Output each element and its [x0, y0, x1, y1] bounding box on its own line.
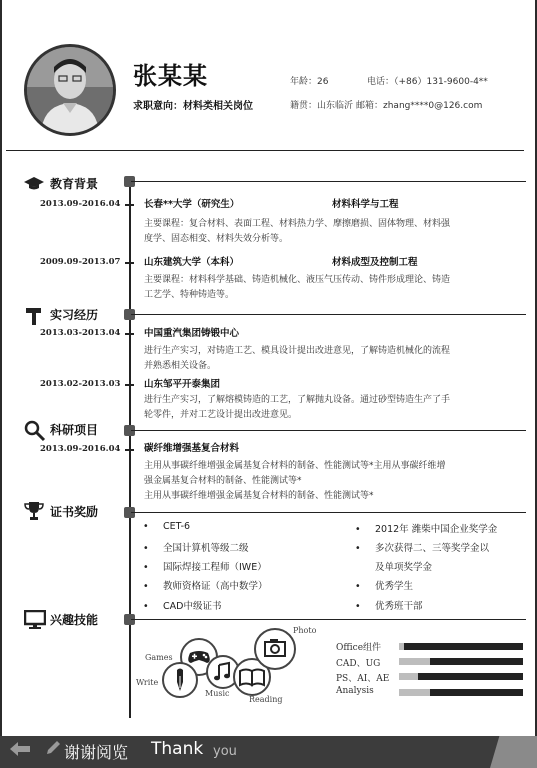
research-desc-a: 主用从事碳纤维增强金属基复合材料的制备、性能测试等*主用从事碳纤维增	[144, 461, 446, 471]
research-date: 2013.09-2016.04	[40, 444, 121, 454]
skill-label-1: Office组件	[336, 643, 382, 653]
section-title-education: 教育背景	[50, 177, 99, 191]
section-line	[131, 314, 526, 315]
skill-bar-1	[399, 643, 523, 650]
label-music: Music	[205, 689, 230, 698]
section-line	[131, 619, 526, 620]
award-right-2: • 多次获得二、三等奖学金以	[355, 543, 490, 554]
section-line	[131, 512, 526, 513]
back-arrow-icon[interactable]	[9, 741, 31, 761]
award-left-2: • 全国计算机等级二级	[143, 543, 249, 554]
photo-circle	[254, 628, 296, 670]
intern-desc-1a: 进行生产实习，对铸造工艺、模具设计提出改进意见，了解铸造机械化的流程	[144, 346, 451, 356]
edu-desc-1a: 主要课程：复合材料、表面工程、材料热力学、摩擦磨损、固体物理、材料强	[144, 219, 451, 229]
award-right-4: • 优秀学生	[355, 581, 414, 592]
write-circle	[162, 662, 198, 698]
award-left-3: • 国际焊接工程师（IWE）	[143, 562, 267, 573]
skill-label-3: PS、AI、AE	[336, 674, 390, 684]
edu-desc-1b: 度学、固态相变、材料失效分析等。	[144, 234, 289, 244]
timeline-cross	[125, 380, 134, 389]
skill-label-4: Analysis	[336, 686, 374, 696]
section-line	[131, 430, 526, 431]
edu-date-1: 2013.09-2016.04	[40, 199, 121, 209]
pen-icon	[164, 664, 196, 696]
research-desc-b: 强金属基复合材料的制备、性能测试等*	[144, 476, 302, 486]
skill-bar-3	[399, 673, 523, 680]
monitor-icon	[24, 610, 44, 628]
intern-company-1: 中国重汽集团铸锻中心	[144, 328, 240, 339]
pencil-icon	[45, 740, 61, 760]
trophy-icon	[24, 501, 44, 519]
award-left-1: • CET-6	[143, 521, 191, 532]
skill-bar-4	[399, 689, 523, 696]
intern-desc-2b: 轮零件，并对工艺设计提出改进意见。	[144, 410, 298, 420]
award-left-4: • 教师资格证（高中数学）	[143, 581, 268, 592]
avatar	[24, 44, 116, 136]
camera-icon	[256, 630, 294, 668]
edu-school-2: 山东建筑大学（本科）	[144, 257, 240, 268]
thanks-cn: 谢谢阅览	[64, 743, 129, 762]
section-title-research: 科研项目	[50, 423, 99, 437]
hammer-icon	[24, 307, 44, 325]
section-title-awards: 证书奖励	[50, 505, 99, 519]
skill-bar-2	[399, 658, 523, 665]
edu-school-1: 长春**大学（研究生）	[144, 199, 240, 210]
label-games: Games	[145, 653, 173, 662]
timeline-cross	[125, 329, 134, 338]
email: 邮箱：zhang****0@126.com	[356, 101, 483, 111]
timeline-cross	[125, 445, 134, 454]
edu-major-2: 材料成型及控制工程	[332, 257, 418, 268]
header-divider	[6, 150, 524, 151]
left-border	[0, 0, 2, 736]
edu-desc-2a: 主要课程：材料科学基础、铸造机械化、液压气压传动、铸件形成理论、铸造	[144, 275, 451, 285]
section-line	[131, 181, 526, 182]
timeline-cross	[125, 258, 134, 267]
section-title-internship: 实习经历	[50, 308, 99, 322]
thanks-en: Thank	[151, 739, 204, 759]
phone: 电话：（+86）131-9600-4**	[367, 77, 488, 87]
thanks-you: you	[213, 744, 237, 759]
research-title: 碳纤维增强基复合材料	[144, 443, 240, 454]
skill-label-2: CAD、UG	[336, 659, 381, 669]
intern-desc-2a: 进行生产实习，了解熔模铸造的工艺，了解抛丸设备。通过砂型铸造生产了手	[144, 395, 451, 405]
skill-bar-level	[430, 658, 523, 665]
award-right-1: • 2012年 潍柴中国企业奖学金	[355, 524, 498, 535]
graduation-cap-icon	[24, 176, 44, 194]
origin: 籍贯：山东临沂	[290, 101, 354, 111]
section-title-hobbies: 兴趣技能	[50, 613, 99, 627]
intern-date-2: 2013.02-2013.03	[40, 379, 121, 389]
label-reading: Reading	[249, 695, 283, 704]
label-photo: Photo	[293, 626, 317, 635]
skill-bar-level	[430, 689, 523, 696]
timeline-cross	[125, 200, 134, 209]
intern-date-1: 2013.03-2013.04	[40, 328, 121, 338]
award-right-3: 及单项奖学金	[375, 562, 433, 573]
edu-major-1: 材料科学与工程	[332, 199, 399, 210]
edu-date-2: 2009.09-2013.07	[40, 257, 121, 267]
skill-bar-level	[404, 643, 523, 650]
intern-desc-1b: 并熟悉相关设备。	[144, 361, 217, 371]
age: 年龄：26	[290, 77, 329, 87]
edu-desc-2b: 工艺学、特种铸造等。	[144, 290, 235, 300]
intern-company-2: 山东邹平开泰集团	[144, 379, 221, 390]
name: 张某某	[133, 62, 208, 90]
job-intent: 求职意向：材料类相关岗位	[133, 101, 253, 112]
magnifier-icon	[24, 420, 44, 438]
award-right-5: • 优秀班干部	[355, 601, 423, 612]
skill-bar-level	[418, 673, 523, 680]
label-write: Write	[136, 678, 159, 687]
award-left-5: • CAD中级证书	[143, 601, 222, 612]
research-desc-c: 主用从事碳纤维增强金属基复合材料的制备、性能测试等*	[144, 491, 374, 501]
